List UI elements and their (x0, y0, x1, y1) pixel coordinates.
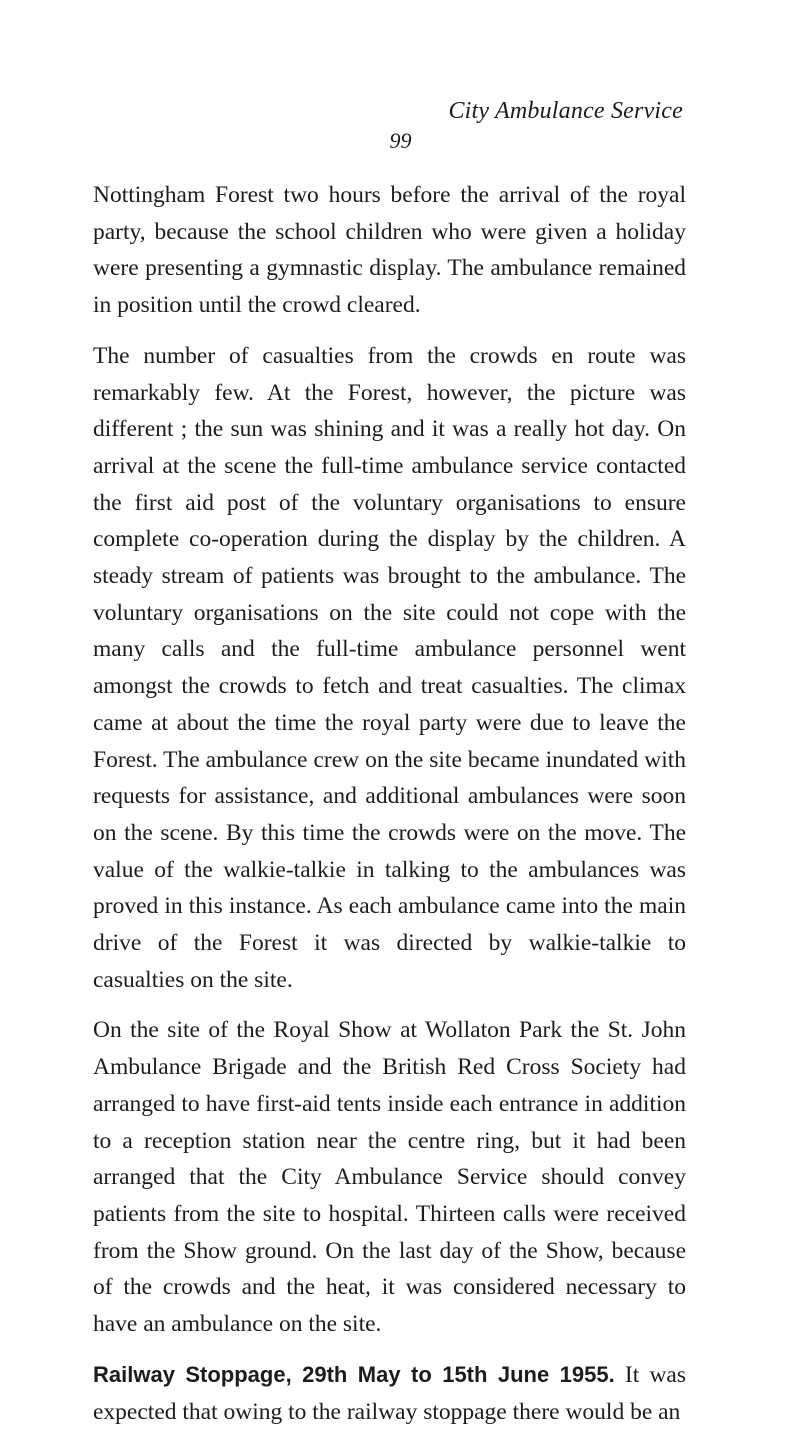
body-text (93, 177, 686, 1444)
paragraph-text: It was expected that owing to the railway stoppage there would be an (93, 1361, 686, 1425)
page-number: 99 (389, 128, 412, 153)
paragraph-railway-stoppage (93, 1357, 686, 1430)
paragraph: Nottingham Forest two hours before the arrival of the royal party, because the school children who were given a holiday were presenting a gymnastic display. The ambulance remained in position until the crowd cleared. (93, 182, 686, 319)
paragraph: On the site of the Royal Show at Wollaton Park the St. John Ambulance Brigade and the British Red Cross Society had arranged to have first-aid tents inside each entrance in addition to a reception station near the centre ring, but it had been arranged that the City Ambulance Service should convey patients from the site to hospital. Thirteen calls were received from the Show ground. On the last day of the Show, because of the crowds and the heat, it was considered necessary to have an ambulance on the site. (93, 1017, 686, 1338)
running-head: City Ambulance Service (448, 98, 683, 124)
paragraph: The number of casualties from the crowds en route was remarkably few. At the Forest, however, the picture was different ; the sun was shining and it was a really hot day. On arrival at the scene the full-time ambulance service contacted the first aid post of the voluntary organisations to ensure complete co-operation during the display by the children. A steady stream of patients was brought to the ambulance. The voluntary organisations on the site could not cope with the many calls and the full-time ambulance personnel went amongst the crowds to fetch and treat casualties. The climax came at about the time the royal party were due to leave the Forest. The ambulance crew on the site became inundated with requests for assistance, and additional ambulances were soon on the scene. By this time the crowds were on the move. The value of the walkie-talkie in talking to the ambulances was proved in this instance. As each ambulance came into the main drive of the Forest it was directed by walkie-talkie to casualties on the site. (93, 342, 686, 993)
section-heading: Railway Stoppage, 29th May to 15th June 1955. (93, 1361, 615, 1387)
